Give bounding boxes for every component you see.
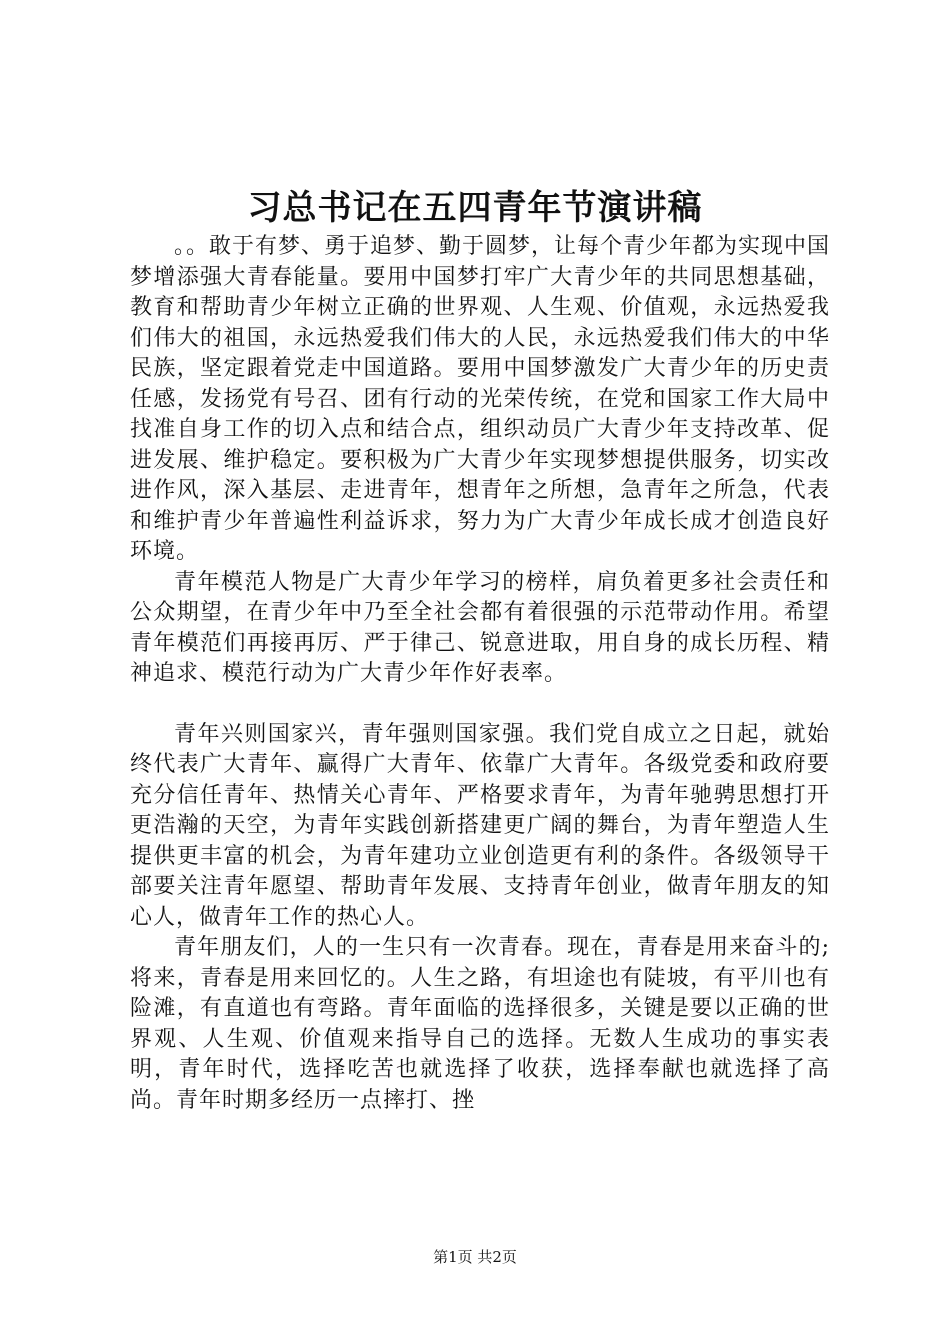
paragraph: 青年朋友们，人的一生只有一次青春。现在，青春是用来奋斗的;将来，青春是用来回忆的。人生之路，有坦途也有陡坡，有平川也有险滩，有直道也有弯路。青年面临的选择很多，关键是要以正确的世界观、人生观、价值观来指导自己的选择。无数人生成功的事实表明，青年时代，选择吃苦也就选择了收获，选择奉献也就选择了高尚。青年时期多经历一点摔打、挫 — [130, 935, 830, 1113]
document-body — [130, 232, 830, 1116]
paragraph: 青年兴则国家兴，青年强则国家强。我们党自成立之日起，就始终代表广大青年、赢得广大青年、依靠广大青年。各级党委和政府要充分信任青年、热情关心青年、严格要求青年，为青年驰骋思想打开更浩瀚的天空，为青年实践创新搭建更广阔的舞台，为青年塑造人生提供更丰富的机会，为青年建功立业创造更有利的条件。各级领导干部要关注青年愿望、帮助青年发展、支持青年创业，做青年朋友的知心人，做青年工作的热心人。 — [130, 721, 830, 930]
document-title: 习总书记在五四青年节演讲稿 — [247, 188, 703, 228]
paragraph: 青年模范人物是广大青少年学习的榜样，肩负着更多社会责任和公众期望，在青少年中乃至全社会都有着很强的示范带动作用。希望青年模范们再接再厉、严于律己、锐意进取，用自身的成长历程、精神追求、模范行动为广大青少年作好表率。 — [130, 569, 830, 686]
page-number-footer: 第1页 共2页 — [433, 1248, 517, 1266]
paragraph: 。。敢于有梦、勇于追梦、勤于圆梦，让每个青少年都为实现中国梦增添强大青春能量。要用中国梦打牢广大青少年的共同思想基础，教育和帮助青少年树立正确的世界观、人生观、价值观，永远热爱我们伟大的祖国，永远热爱我们伟大的人民，永远热爱我们伟大的中华民族，坚定跟着党走中国道路。要用中国梦激发广大青少年的历史责任感，发扬党有号召、团有行动的光荣传统，在党和国家工作大局中找准自身工作的切入点和结合点，组织动员广大青少年支持改革、促进发展、维护稳定。要积极为广大青少年实现梦想提供服务，切实改进作风，深入基层、走进青年，想青年之所想，急青年之所急，代表和维护青少年普遍性利益诉求，努力为广大青少年成长成才创造良好环境。 — [130, 234, 831, 564]
